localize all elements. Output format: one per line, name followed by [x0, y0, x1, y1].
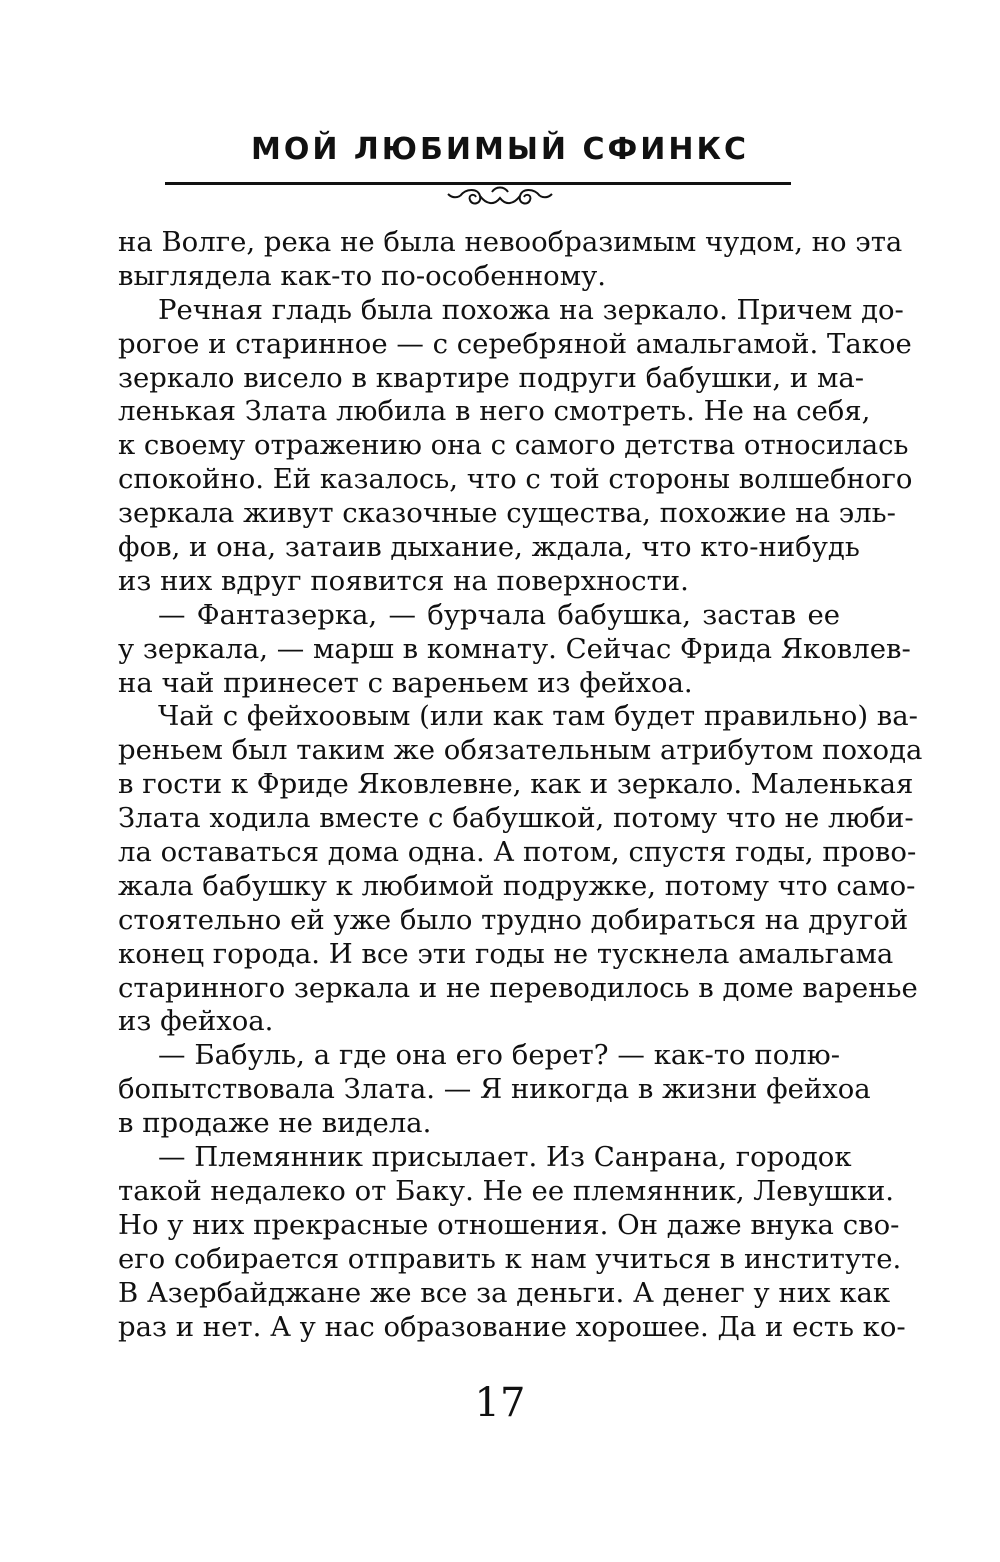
text-line: в гости к Фриде Яковлевне, как и зеркало. Маленькая [118, 768, 914, 801]
text-line: реньем был таким же обязательным атрибутом похода [118, 734, 923, 767]
text-line: — Племянник присылает. Из Санрана, городок [158, 1141, 852, 1174]
text-line: — Фантазерка, — бурчала бабушка, застав ее [158, 598, 840, 631]
text-line: спокойно. Ей казалось, что с той стороны волшебного [118, 463, 913, 496]
running-head: МОЙ ЛЮБИМЫЙ СФИНКС [250, 132, 750, 167]
text-line: жала бабушку к любимой подружке, потому что само- [118, 869, 916, 902]
text-line: выглядела как-то по-особенному. [118, 259, 607, 292]
text-line: Чай с фейхоовым (или как там будет правильно) ва- [158, 700, 918, 733]
text-line: конец города. И все эти годы не тускнела амальгама [118, 937, 894, 970]
text-line: старинного зеркала и не переводилось в доме варенье [118, 971, 918, 1004]
text-line: Речная гладь была похожа на зеркало. Причем до- [158, 293, 904, 326]
text-line: Злата ходила вместе с бабушкой, потому что не люби- [118, 802, 914, 835]
text-line: на чай принесет с вареньем из фейхоа. [118, 666, 693, 699]
text-line: раз и нет. А у нас образование хорошее. Да и есть ко- [118, 1310, 906, 1343]
text-line: стоятельно ей уже было трудно добираться на другой [118, 903, 909, 936]
text-line: Но у них прекрасные отношения. Он даже внука сво- [118, 1208, 900, 1241]
text-line: на Волге, река не была невообразимым чудом, но эта [118, 226, 903, 258]
text-line: зеркала живут сказочные существа, похожие на эль- [118, 497, 896, 530]
text-line: зеркало висело в квартире подруги бабушки, и ма- [118, 361, 865, 394]
body-text [118, 226, 923, 1344]
text-line: в продаже не видела. [118, 1107, 432, 1140]
text-line: у зеркала, — марш в комнату. Сейчас Фрида Яковлев- [118, 632, 911, 665]
page-number: 17 [474, 1380, 526, 1426]
text-line: бопытствовала Злата. — Я никогда в жизни фейхоа [118, 1073, 871, 1106]
text-line: ленькая Злата любила в него смотреть. Не на себя, [118, 395, 871, 428]
text-line: ла оставаться дома одна. А потом, спустя годы, прово- [118, 836, 917, 869]
flourish-ornament-icon [440, 184, 560, 212]
text-line: из них вдруг появится на поверхности. [118, 564, 689, 597]
text-line: к своему отражению она с самого детства относилась [118, 429, 909, 462]
text-line: рогое и старинное — с серебряной амальгамой. Такое [118, 327, 912, 360]
text-line: фов, и она, затаив дыхание, ждала, что кто-нибудь [118, 531, 860, 564]
text-line: В Азербайджане же все за деньги. А денег у них как [118, 1276, 891, 1309]
text-line: из фейхоа. [118, 1005, 274, 1038]
text-line: его собирается отправить к нам учиться в институте. [118, 1242, 902, 1275]
text-line: такой недалеко от Баку. Не ее племянник, Левушки. [118, 1174, 895, 1207]
text-line: — Бабуль, а где она его берет? — как-то полю- [158, 1039, 840, 1072]
